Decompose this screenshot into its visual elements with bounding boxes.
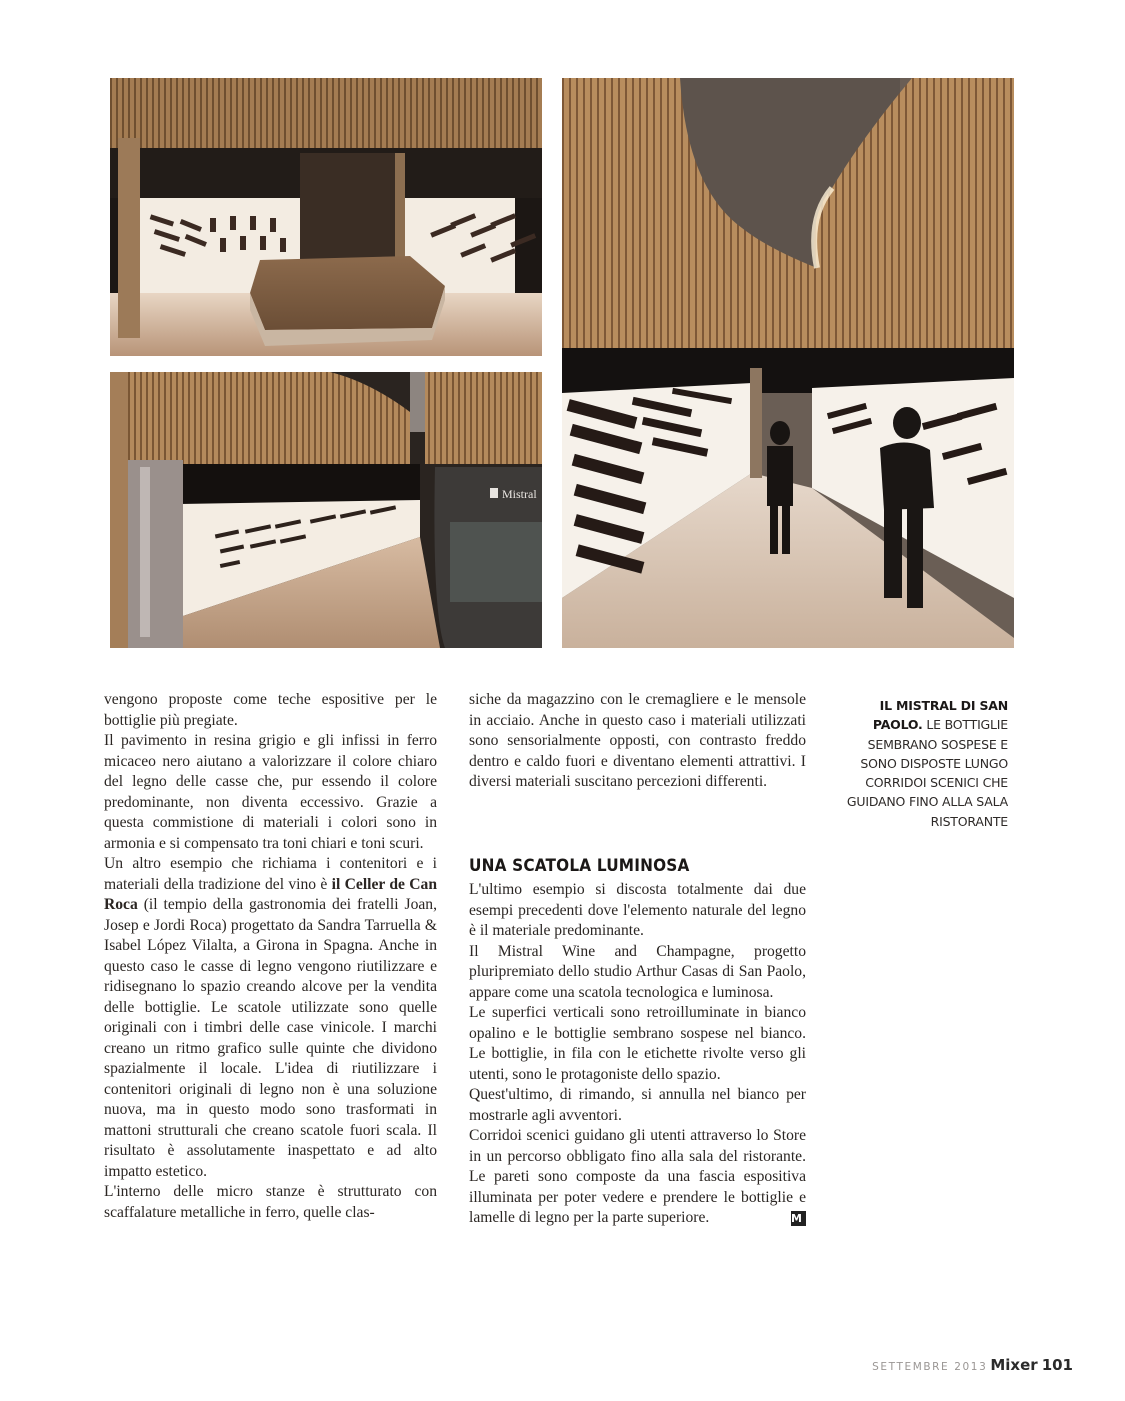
photo-celler-interior-counter [110, 78, 542, 356]
paragraph: vengono proposte come teche espositive per le bottiglie più pregiate. [104, 691, 437, 729]
paragraph: L'ultimo esempio si discosta totalmente dai due esempi precedenti dove l'elemento naturale del legno è il materiale predominante. [469, 881, 806, 939]
section-heading: UNA SCATOLA LUMINOSA [469, 856, 690, 876]
venue-name: il Celler de Can Roca [104, 875, 437, 913]
paragraph: Le superfici verticali sono retroilluminate in bianco opalino e le bottiglie sembrano sospese nel bianco. Le bottiglie, in fila con le etichette rivolte verso gli utenti, sono le protagoniste dello spazio. [469, 1004, 806, 1083]
paragraph: Un altro esempio che richiama i contenitori e i materiali della tradizione del vino è il Celler de Can Roca (il tempio della gastronomia dei fratelli Joan, Josep e Jordi Roca) progettato da Sandra Tarruella & Isabel López Vilalta, a Girona in Spagna. Anche in questo caso le casse di legno vengono riutilizzare e ridisegnano lo spazio creando alcove per la vendita delle bottiglie. Le scatole utilizzate sono quelle originali con i timbri delle case vinicole. I marchi creano un ritmo grafico sulle quinte che dividono spazialmente il locale. L'idea di riutilizzare i contenitori originali di legno non è una soluzione nuova, ma in questo modo sono trasformati in mattoni strutturali che creano scatole fuori scala. Il risultato è assolutamente inaspettato e ad alto impatto estetico. [104, 855, 437, 1180]
article-column-2-top [469, 690, 806, 793]
photo-mistral-corridor-entrance [110, 372, 542, 648]
mistral-sign: Mistral [502, 487, 537, 501]
paragraph: L'interno delle micro stanze è strutturato con scaffalature metalliche in ferro, quelle clas- [104, 1183, 437, 1221]
caption-body: LE BOTTIGLIE SEMBRANO SOSPESE E SONO DISPOSTE LUNGO CORRIDOI SCENICI CHE GUIDANO FINO ALLA SALA RISTORANTE [846, 717, 1008, 829]
end-of-article-icon: M [791, 1211, 806, 1226]
magazine-name: Mixer [990, 1356, 1038, 1374]
article-column-2-bottom [469, 880, 806, 1229]
mistral-sign-logo [490, 488, 498, 498]
paragraph: Corridoi scenici guidano gli utenti attraverso lo Store in un percorso obbligato fino alla sala del ristorante. Le pareti sono composte da una fascia espositiva illuminata per poter vedere e prendere le bottiglie e lamelle di legno per la parte superiore. M [469, 1127, 806, 1226]
photo-caption [842, 696, 1008, 831]
issue-date: SETTEMBRE 2013 [872, 1361, 988, 1373]
paragraph: siche da magazzino con le cremagliere e le mensole in acciaio. Anche in questo caso i materiali utilizzati sono sensorialmente opposti, con contrasto freddo dentro e caldo fuori e diventano elementi attrattivi. I diversi materiali suscitano percezioni differenti. [469, 691, 806, 790]
caption-title: IL MISTRAL DI SAN PAOLO. [872, 698, 1008, 733]
article-column-1 [104, 690, 437, 1223]
paragraph: Il Mistral Wine and Champagne, progetto pluripremiato dello studio Arthur Casas di San Paolo, appare come una scatola tecnologica e luminosa. [469, 942, 806, 1001]
page-footer [872, 1355, 1073, 1374]
paragraph: Quest'ultimo, di rimando, si annulla nel bianco per mostrarle agli avventori. [469, 1086, 806, 1124]
page-number: 101 [1041, 1356, 1073, 1374]
paragraph: Il pavimento in resina grigio e gli infissi in ferro micaceo nero aiutano a valorizzare il colore chiaro del legno delle casse che, pur essendo il colore predominante, non diventa eccessivo. Grazie a questa commistione di materiali i colori sono in armonia e si compensato tra toni chiari e toni scuri. [104, 732, 437, 852]
photo-mistral-corridor-visitors [562, 78, 1014, 648]
